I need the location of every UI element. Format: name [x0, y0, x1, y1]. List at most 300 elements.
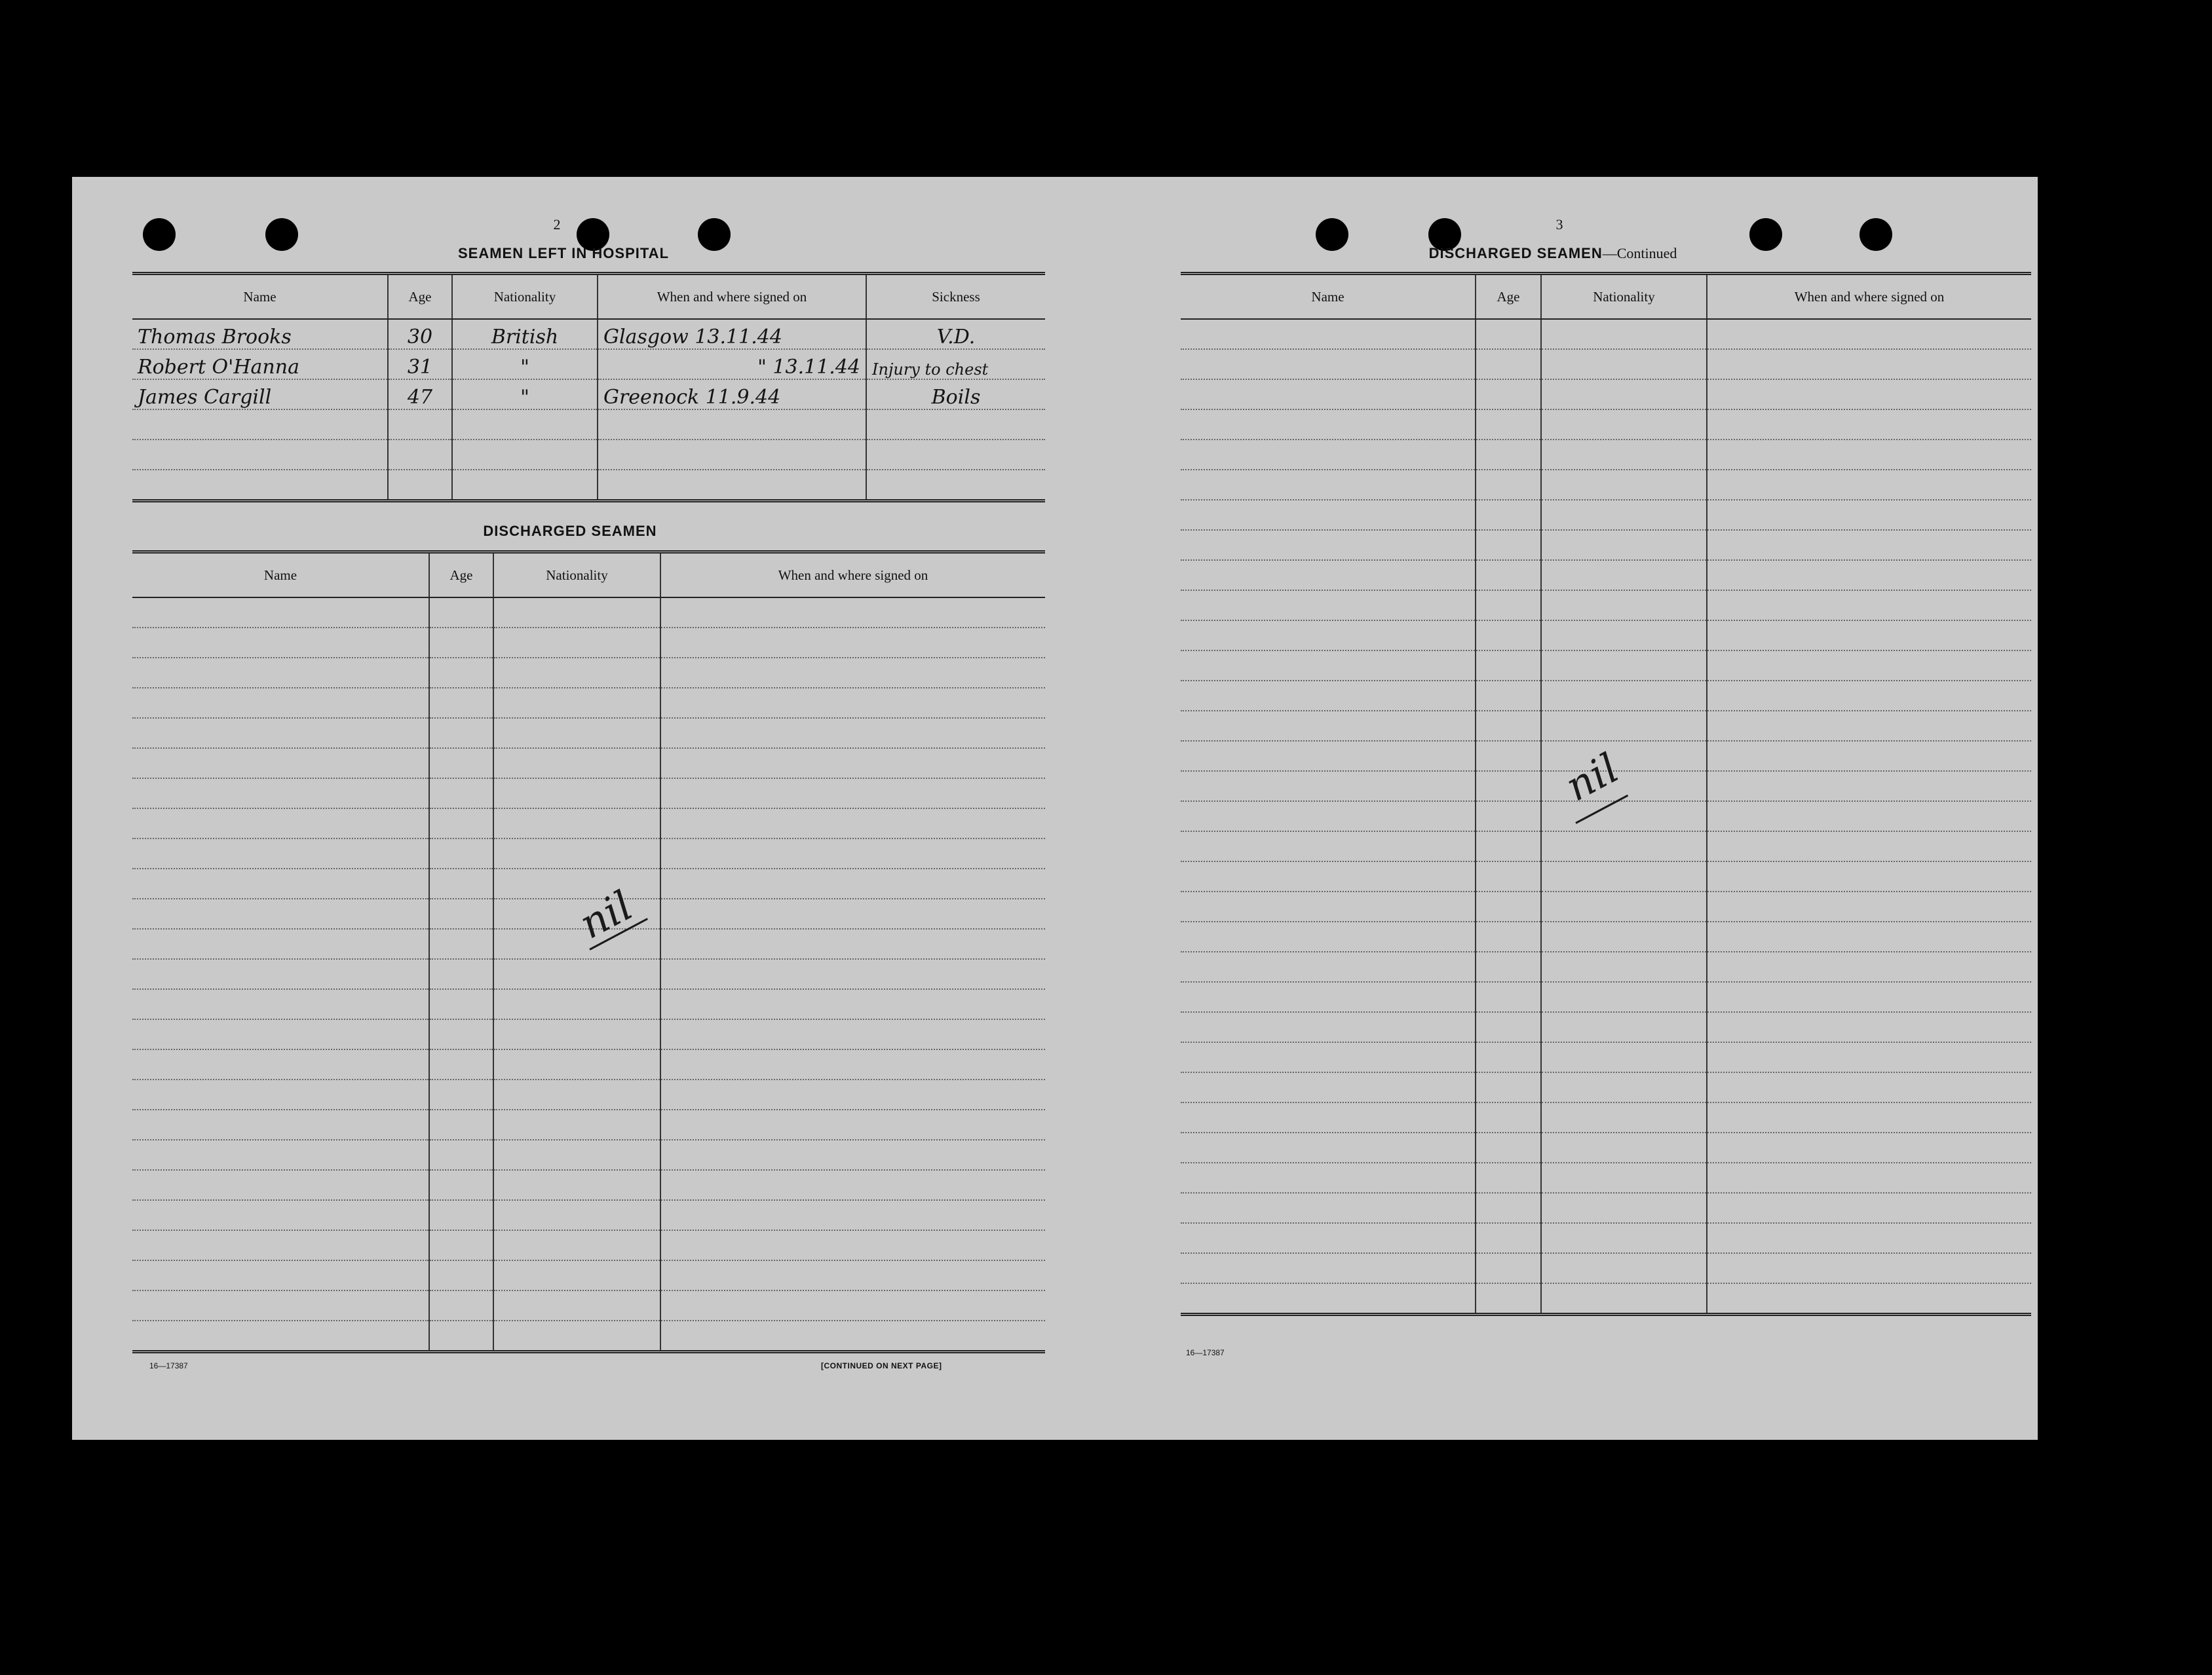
empty-cell: [1541, 711, 1707, 741]
table-row: [132, 658, 1045, 688]
empty-cell: [493, 688, 660, 718]
empty-cell: [1476, 1253, 1541, 1283]
empty-cell: [1707, 530, 2031, 560]
empty-cell: [1181, 440, 1476, 470]
empty-cell: [132, 1290, 429, 1321]
empty-cell: [429, 959, 493, 989]
empty-cell: [1476, 440, 1541, 470]
empty-cell: [493, 778, 660, 808]
table-row: [1181, 1193, 2031, 1223]
empty-cell: [429, 1200, 493, 1230]
empty-cell: [1541, 801, 1707, 831]
table-row: [132, 748, 1045, 778]
empty-cell: [1541, 982, 1707, 1012]
empty-cell: [132, 778, 429, 808]
table-row: [132, 1110, 1045, 1140]
hospital-section-title: SEAMEN LEFT IN HOSPITAL: [457, 245, 670, 261]
empty-cell: [1707, 892, 2031, 922]
right-page-title: [1402, 245, 1704, 262]
empty-cell: [1181, 952, 1476, 982]
empty-cell: [660, 748, 1045, 778]
empty-cell: [1181, 530, 1476, 560]
empty-cell: [429, 748, 493, 778]
empty-cell: [132, 1230, 429, 1260]
table-row: [1181, 952, 2031, 982]
empty-cell: [1541, 620, 1707, 650]
column-header: Nationality: [493, 552, 660, 598]
empty-cell: [1541, 1223, 1707, 1253]
seaman-age: 47: [388, 379, 452, 409]
empty-cell: [1181, 982, 1476, 1012]
empty-cell: [1181, 1072, 1476, 1102]
table-row: [132, 838, 1045, 869]
empty-cell: [132, 658, 429, 688]
empty-cell: [132, 808, 429, 838]
empty-cell: [660, 1019, 1045, 1049]
empty-cell: [1181, 620, 1476, 650]
column-header: Name: [132, 552, 429, 598]
empty-cell: [429, 929, 493, 959]
table-row: [1181, 1223, 2031, 1253]
empty-cell: [1541, 530, 1707, 560]
continued-note: [CONTINUED ON NEXT PAGE]: [821, 1361, 942, 1370]
empty-cell: [1476, 771, 1541, 801]
empty-cell: [1476, 650, 1541, 681]
empty-cell: [1476, 1072, 1541, 1102]
column-header: Sickness: [866, 274, 1045, 320]
empty-cell: [1707, 1193, 2031, 1223]
empty-cell: [132, 1110, 429, 1140]
table-row: [1181, 620, 2031, 650]
empty-cell: [1707, 409, 2031, 440]
empty-cell: [1181, 1102, 1476, 1133]
empty-cell: [1707, 861, 2031, 892]
table-row: [132, 989, 1045, 1019]
table-row: [132, 1290, 1045, 1321]
empty-cell: [132, 1049, 429, 1080]
empty-cell: [660, 1110, 1045, 1140]
empty-cell: [1707, 741, 2031, 771]
table-header-row: [132, 274, 1045, 320]
empty-cell: [1707, 590, 2031, 620]
empty-cell: [660, 1321, 1045, 1352]
title-suffix: —Continued: [1602, 245, 1677, 261]
empty-cell: [1541, 681, 1707, 711]
table-row: [1181, 409, 2031, 440]
empty-cell: [1476, 1133, 1541, 1163]
hospital-table: [132, 272, 1045, 502]
table-row: [132, 1170, 1045, 1200]
table-row: [132, 628, 1045, 658]
empty-cell: [132, 628, 429, 658]
empty-cell: [493, 1110, 660, 1140]
empty-cell: [1476, 681, 1541, 711]
empty-cell: [1181, 892, 1476, 922]
empty-cell: [1181, 711, 1476, 741]
empty-cell: [1181, 650, 1476, 681]
empty-cell: [132, 838, 429, 869]
empty-cell: [1707, 1253, 2031, 1283]
column-header: Name: [1181, 274, 1476, 320]
empty-cell: [1707, 1042, 2031, 1072]
empty-cell: [1476, 530, 1541, 560]
empty-cell: [1476, 1102, 1541, 1133]
table-row: [1181, 1042, 2031, 1072]
empty-cell: [493, 748, 660, 778]
empty-cell: [1181, 409, 1476, 440]
empty-cell: [660, 838, 1045, 869]
empty-cell: [493, 808, 660, 838]
empty-cell: [1707, 1133, 2031, 1163]
table-row: [132, 1019, 1045, 1049]
empty-cell: [429, 1321, 493, 1352]
table-row: [1181, 349, 2031, 379]
column-header: Nationality: [1541, 274, 1707, 320]
empty-cell: [1707, 711, 2031, 741]
empty-cell: [1181, 349, 1476, 379]
table-row: [132, 1321, 1045, 1352]
table-row: [1181, 470, 2031, 500]
seaman-nationality: ": [452, 379, 598, 409]
column-header: Age: [429, 552, 493, 598]
empty-cell: [660, 929, 1045, 959]
empty-cell: [132, 1260, 429, 1290]
empty-cell: [132, 688, 429, 718]
empty-cell: [1181, 1193, 1476, 1223]
empty-cell: [1707, 1223, 2031, 1253]
empty-cell: [1181, 1163, 1476, 1193]
empty-cell: [1476, 500, 1541, 530]
empty-cell: [1707, 1072, 2031, 1102]
empty-cell: [1476, 349, 1541, 379]
empty-cell: [1707, 831, 2031, 861]
empty-cell: [660, 1170, 1045, 1200]
empty-cell: [493, 658, 660, 688]
empty-cell: [429, 1080, 493, 1110]
empty-cell: [493, 1260, 660, 1290]
empty-cell: [1541, 1012, 1707, 1042]
table-row: [1181, 1102, 2031, 1133]
empty-cell: [1181, 1283, 1476, 1315]
empty-cell: [1707, 922, 2031, 952]
table-row: [1181, 1283, 2031, 1315]
empty-cell: [1707, 952, 2031, 982]
empty-cell: [429, 869, 493, 899]
table-row: [132, 718, 1045, 748]
table-row: [1181, 530, 2031, 560]
empty-cell: [132, 869, 429, 899]
empty-cell: [660, 1260, 1045, 1290]
empty-cell: [132, 1321, 429, 1352]
table-row: [1181, 681, 2031, 711]
empty-cell: [1181, 379, 1476, 409]
empty-cell: [1541, 831, 1707, 861]
empty-cell: [493, 959, 660, 989]
document-sheet: [72, 177, 2038, 1440]
empty-cell: [132, 1080, 429, 1110]
empty-cell: [1181, 741, 1476, 771]
empty-cell: [1541, 1102, 1707, 1133]
empty-cell: [1541, 560, 1707, 590]
empty-cell: [1541, 409, 1707, 440]
empty-cell: [1476, 1163, 1541, 1193]
signed-on: Greenock 11.9.44: [598, 379, 866, 409]
table-row: [132, 1200, 1045, 1230]
empty-cell: [1476, 470, 1541, 500]
empty-cell: [1541, 1072, 1707, 1102]
signed-on: " 13.11.44: [598, 349, 866, 379]
empty-cell: [1476, 982, 1541, 1012]
empty-cell: [429, 1230, 493, 1260]
empty-cell: [1707, 379, 2031, 409]
empty-cell: [1181, 861, 1476, 892]
page-number: 2: [553, 216, 561, 233]
empty-cell: [1707, 982, 2031, 1012]
seaman-name: James Cargill: [132, 379, 388, 409]
table-row: [1181, 379, 2031, 409]
empty-cell: [660, 658, 1045, 688]
signed-on: Glasgow 13.11.44: [598, 319, 866, 349]
seaman-nationality: British: [452, 319, 598, 349]
empty-cell: [660, 1049, 1045, 1080]
empty-cell: [1541, 952, 1707, 982]
empty-cell: [429, 1290, 493, 1321]
empty-cell: [493, 869, 660, 899]
table-row: [1181, 1012, 2031, 1042]
empty-cell: [1181, 1223, 1476, 1253]
empty-cell: [493, 597, 660, 628]
empty-cell: [1181, 681, 1476, 711]
table-row: [132, 1260, 1045, 1290]
empty-cell: [493, 929, 660, 959]
empty-cell: [1181, 1133, 1476, 1163]
table-row: [132, 379, 1045, 409]
empty-cell: [1476, 741, 1541, 771]
empty-cell: [1476, 1283, 1541, 1315]
empty-cell: [660, 628, 1045, 658]
empty-cell: [429, 597, 493, 628]
empty-cell: [1476, 409, 1541, 440]
empty-cell: [132, 1019, 429, 1049]
empty-cell: [1541, 379, 1707, 409]
table-row: [132, 470, 1045, 501]
empty-cell: [1707, 560, 2031, 590]
empty-cell: [1707, 1163, 2031, 1193]
empty-cell: [493, 1140, 660, 1170]
empty-cell: [660, 959, 1045, 989]
empty-cell: [429, 838, 493, 869]
empty-cell: [1476, 620, 1541, 650]
empty-cell: [493, 838, 660, 869]
table-row: [132, 869, 1045, 899]
empty-cell: [1541, 1042, 1707, 1072]
empty-cell: [1476, 560, 1541, 590]
nil-mark: nil: [571, 881, 641, 949]
table-row: [1181, 1253, 2031, 1283]
empty-cell: [660, 989, 1045, 1019]
column-header: When and where signed on: [598, 274, 866, 320]
empty-cell: [1181, 1012, 1476, 1042]
empty-cell: [1476, 831, 1541, 861]
empty-cell: [132, 989, 429, 1019]
empty-cell: [1476, 801, 1541, 831]
empty-cell: [1707, 620, 2031, 650]
table-row: [1181, 711, 2031, 741]
empty-cell: [1541, 1133, 1707, 1163]
empty-cell: [1476, 711, 1541, 741]
page-number: 3: [1555, 216, 1563, 233]
empty-cell: [660, 688, 1045, 718]
empty-cell: [429, 778, 493, 808]
column-header: When and where signed on: [660, 552, 1045, 598]
table-row: [132, 959, 1045, 989]
empty-cell: [1541, 349, 1707, 379]
table-row: [132, 1080, 1045, 1110]
table-row: [132, 1230, 1045, 1260]
table-row: [132, 778, 1045, 808]
column-header: Nationality: [452, 274, 598, 320]
empty-cell: [1181, 771, 1476, 801]
empty-cell: [1707, 319, 2031, 349]
table-row: [1181, 922, 2031, 952]
seaman-nationality: ": [452, 349, 598, 379]
table-row: [1181, 1163, 2031, 1193]
column-header: Name: [132, 274, 388, 320]
left-page: [72, 177, 1055, 1440]
empty-cell: [1476, 1223, 1541, 1253]
empty-cell: [493, 1170, 660, 1200]
column-header: When and where signed on: [1707, 274, 2031, 320]
empty-cell: [1541, 440, 1707, 470]
table-row: [1181, 861, 2031, 892]
empty-cell: [132, 1200, 429, 1230]
empty-cell: [429, 1140, 493, 1170]
empty-cell: [1707, 1012, 2031, 1042]
column-header: Age: [1476, 274, 1541, 320]
table-header-row: [1181, 274, 2031, 320]
table-row: [1181, 500, 2031, 530]
empty-cell: [660, 808, 1045, 838]
empty-cell: [493, 628, 660, 658]
empty-cell: [132, 1170, 429, 1200]
empty-cell: [660, 869, 1045, 899]
empty-cell: [1707, 349, 2031, 379]
empty-cell: [493, 1321, 660, 1352]
empty-cell: [660, 718, 1045, 748]
nil-mark: nil: [1557, 743, 1627, 811]
table-row: [132, 808, 1045, 838]
empty-cell: [1707, 1283, 2031, 1315]
seaman-name: Thomas Brooks: [132, 319, 388, 349]
seaman-age: 30: [388, 319, 452, 349]
empty-cell: [132, 959, 429, 989]
empty-cell: [1181, 831, 1476, 861]
empty-cell: [1541, 861, 1707, 892]
empty-cell: [429, 718, 493, 748]
sickness: Boils: [866, 379, 1045, 409]
table-header-row: [132, 552, 1045, 598]
empty-cell: [1181, 801, 1476, 831]
empty-cell: [1541, 1193, 1707, 1223]
empty-cell: [429, 1170, 493, 1200]
empty-cell: [493, 989, 660, 1019]
table-row: [132, 409, 1045, 440]
empty-cell: [1707, 681, 2031, 711]
empty-cell: [132, 899, 429, 929]
table-row: [132, 440, 1045, 470]
table-row: [132, 319, 1045, 349]
title-text: DISCHARGED SEAMEN: [1428, 245, 1603, 261]
table-row: [1181, 982, 2031, 1012]
sickness: Injury to chest: [866, 349, 1045, 379]
empty-cell: [493, 1290, 660, 1321]
table-row: [1181, 1133, 2031, 1163]
table-row: [1181, 590, 2031, 620]
empty-cell: [429, 688, 493, 718]
empty-cell: [1707, 470, 2031, 500]
empty-cell: [1476, 892, 1541, 922]
empty-cell: [1707, 771, 2031, 801]
empty-cell: [429, 658, 493, 688]
table-row: [1181, 892, 2031, 922]
empty-cell: [1707, 1102, 2031, 1133]
empty-cell: [1541, 650, 1707, 681]
seaman-age: 31: [388, 349, 452, 379]
empty-cell: [660, 1230, 1045, 1260]
empty-cell: [429, 989, 493, 1019]
empty-cell: [132, 597, 429, 628]
empty-cell: [660, 597, 1045, 628]
empty-cell: [1181, 922, 1476, 952]
table-row: [132, 1049, 1045, 1080]
empty-cell: [493, 1019, 660, 1049]
empty-cell: [132, 1140, 429, 1170]
column-header: Age: [388, 274, 452, 320]
empty-cell: [1476, 1042, 1541, 1072]
empty-cell: [493, 1200, 660, 1230]
table-row: [1181, 319, 2031, 349]
empty-cell: [1181, 1042, 1476, 1072]
empty-cell: [1541, 892, 1707, 922]
empty-cell: [1181, 1253, 1476, 1283]
empty-cell: [1476, 379, 1541, 409]
empty-cell: [1476, 952, 1541, 982]
empty-cell: [1541, 470, 1707, 500]
empty-cell: [1541, 319, 1707, 349]
table-row: [132, 597, 1045, 628]
empty-cell: [1181, 560, 1476, 590]
empty-cell: [132, 718, 429, 748]
empty-cell: [1476, 590, 1541, 620]
empty-cell: [660, 1200, 1045, 1230]
seaman-name: Robert O'Hanna: [132, 349, 388, 379]
empty-cell: [1707, 500, 2031, 530]
empty-cell: [1707, 801, 2031, 831]
empty-cell: [429, 1110, 493, 1140]
empty-cell: [1181, 590, 1476, 620]
table-row: [132, 688, 1045, 718]
empty-cell: [1476, 861, 1541, 892]
empty-cell: [660, 1290, 1045, 1321]
empty-cell: [1541, 922, 1707, 952]
empty-cell: [132, 929, 429, 959]
empty-cell: [493, 1049, 660, 1080]
sickness: V.D.: [866, 319, 1045, 349]
table-row: [1181, 650, 2031, 681]
empty-cell: [493, 1230, 660, 1260]
empty-cell: [1707, 440, 2031, 470]
empty-cell: [429, 899, 493, 929]
